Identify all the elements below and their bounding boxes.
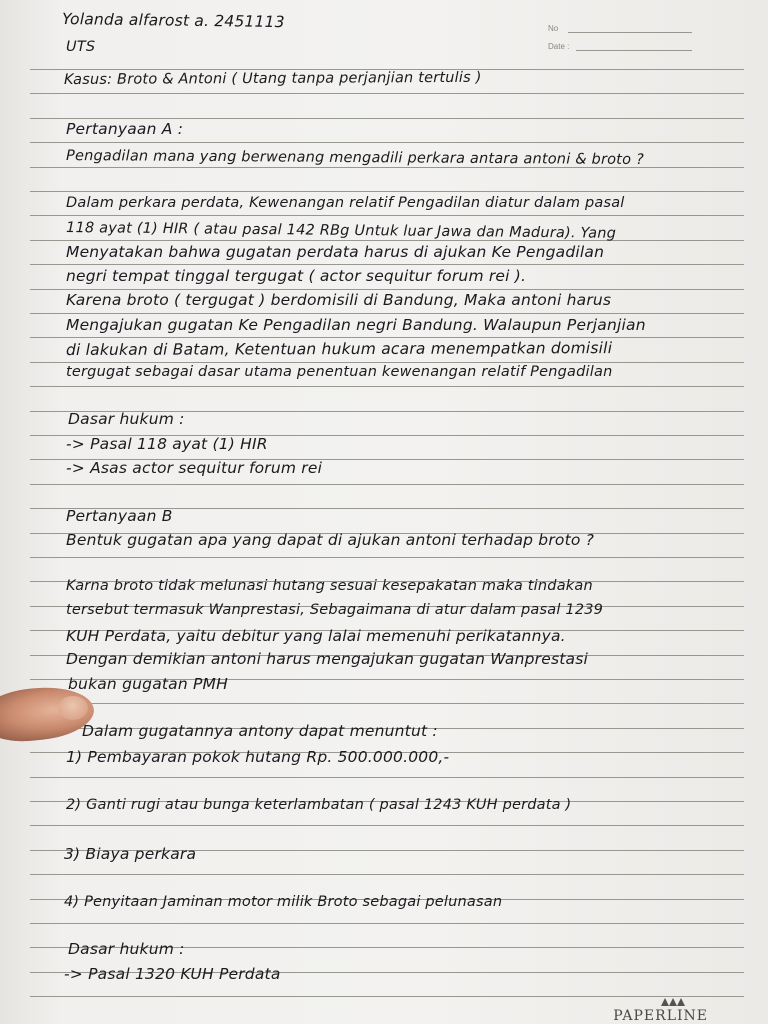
case-title: Kasus: Broto & Antoni ( Utang tanpa perjanjian tertulis )	[63, 69, 482, 88]
brand-text: PAPERLINE	[613, 1008, 708, 1024]
ruled-line	[30, 191, 744, 192]
legal-basis-a-heading: Dasar hukum :	[68, 410, 185, 428]
ruled-line	[30, 337, 744, 338]
answer-a-line: Mengajukan gugatan Ke Pengadilan negri Bandung. Walaupun Perjanjian	[66, 316, 646, 334]
ruled-line	[30, 264, 744, 265]
exam-label: UTS	[66, 39, 96, 55]
answer-a-line: tergugat sebagai dasar utama penentuan kewenangan relatif Pengadilan	[66, 364, 613, 380]
answer-b-line: bukan gugatan PMH	[68, 675, 228, 693]
answer-b-line: Dengan demikian antoni harus mengajukan gugatan Wanprestasi	[66, 650, 589, 668]
legal-basis-a-item: -> Pasal 118 ayat (1) HIR	[66, 435, 268, 453]
ruled-line	[30, 215, 744, 216]
claim-item: 4) Penyitaan Jaminan motor milik Broto sebagai pelunasan	[64, 894, 503, 910]
paperline-logo-icon	[660, 997, 686, 1007]
answer-a-line: 118 ayat (1) HIR ( atau pasal 142 RBg Untuk luar Jawa dan Madura). Yang	[66, 220, 617, 242]
ruled-line	[30, 289, 744, 290]
ruled-line	[30, 142, 744, 143]
student-name-id: Yolanda alfarost a. 2451113	[62, 10, 285, 32]
ruled-line	[30, 362, 744, 363]
date-line	[576, 50, 692, 51]
answer-a-line: Dalam perkara perdata, Kewenangan relatif Pengadilan diatur dalam pasal	[66, 195, 625, 211]
no-line	[568, 32, 692, 33]
answer-a-line: Karena broto ( tergugat ) berdomisili di Bandung, Maka antoni harus	[66, 291, 612, 309]
question-a-text: Pengadilan mana yang berwenang mengadili perkara antara antoni & broto ?	[66, 148, 644, 169]
no-label: No	[548, 24, 559, 33]
ruled-line	[30, 923, 744, 924]
legal-basis-b-heading: Dasar hukum :	[68, 940, 185, 958]
ruled-line	[30, 777, 744, 778]
date-label: Date :	[548, 42, 570, 51]
answer-b-line: KUH Perdata, yaitu debitur yang lalai memenuhi perikatannya.	[66, 627, 566, 645]
ruled-line	[30, 825, 744, 826]
ruled-line	[30, 703, 744, 704]
claim-item: 2) Ganti rugi atau bunga keterlambatan ( pasal 1243 KUH perdata )	[66, 797, 572, 813]
answer-a-line: di lakukan di Batam, Ketentuan hukum acara menempatkan domisili	[65, 339, 613, 359]
answer-b-line: Karna broto tidak melunasi hutang sesuai kesepakatan maka tindakan	[66, 578, 593, 594]
legal-basis-b-item: -> Pasal 1320 KUH Perdata	[64, 965, 281, 983]
answer-a-line: negri tempat tinggal tergugat ( actor sequitur forum rei ).	[66, 267, 527, 285]
ruled-line	[30, 93, 744, 94]
ruled-line	[30, 118, 744, 119]
claims-intro: Dalam gugatannya antony dapat menuntut :	[82, 722, 438, 740]
ruled-line	[30, 484, 744, 485]
question-b-text: Bentuk gugatan apa yang dapat di ajukan antoni terhadap broto ?	[66, 531, 595, 549]
ruled-line	[30, 874, 744, 875]
question-b-heading: Pertanyaan B	[66, 507, 173, 525]
claim-item: 1) Pembayaran pokok hutang Rp. 500.000.000,-	[66, 748, 450, 766]
ruled-line	[30, 996, 744, 997]
answer-b-line: tersebut termasuk Wanprestasi, Sebagaimana di atur dalam pasal 1239	[66, 602, 604, 618]
legal-basis-a-item: -> Asas actor sequitur forum rei	[66, 459, 323, 477]
ruled-line	[30, 557, 744, 558]
ruled-line	[30, 240, 744, 241]
question-a-heading: Pertanyaan A :	[66, 120, 184, 138]
ruled-line	[30, 313, 744, 314]
thumbnail-nail	[58, 696, 88, 720]
ruled-line	[30, 386, 744, 387]
answer-a-line: Menyatakan bahwa gugatan perdata harus di ajukan Ke Pengadilan	[66, 243, 605, 261]
claim-item: 3) Biaya perkara	[64, 845, 197, 863]
